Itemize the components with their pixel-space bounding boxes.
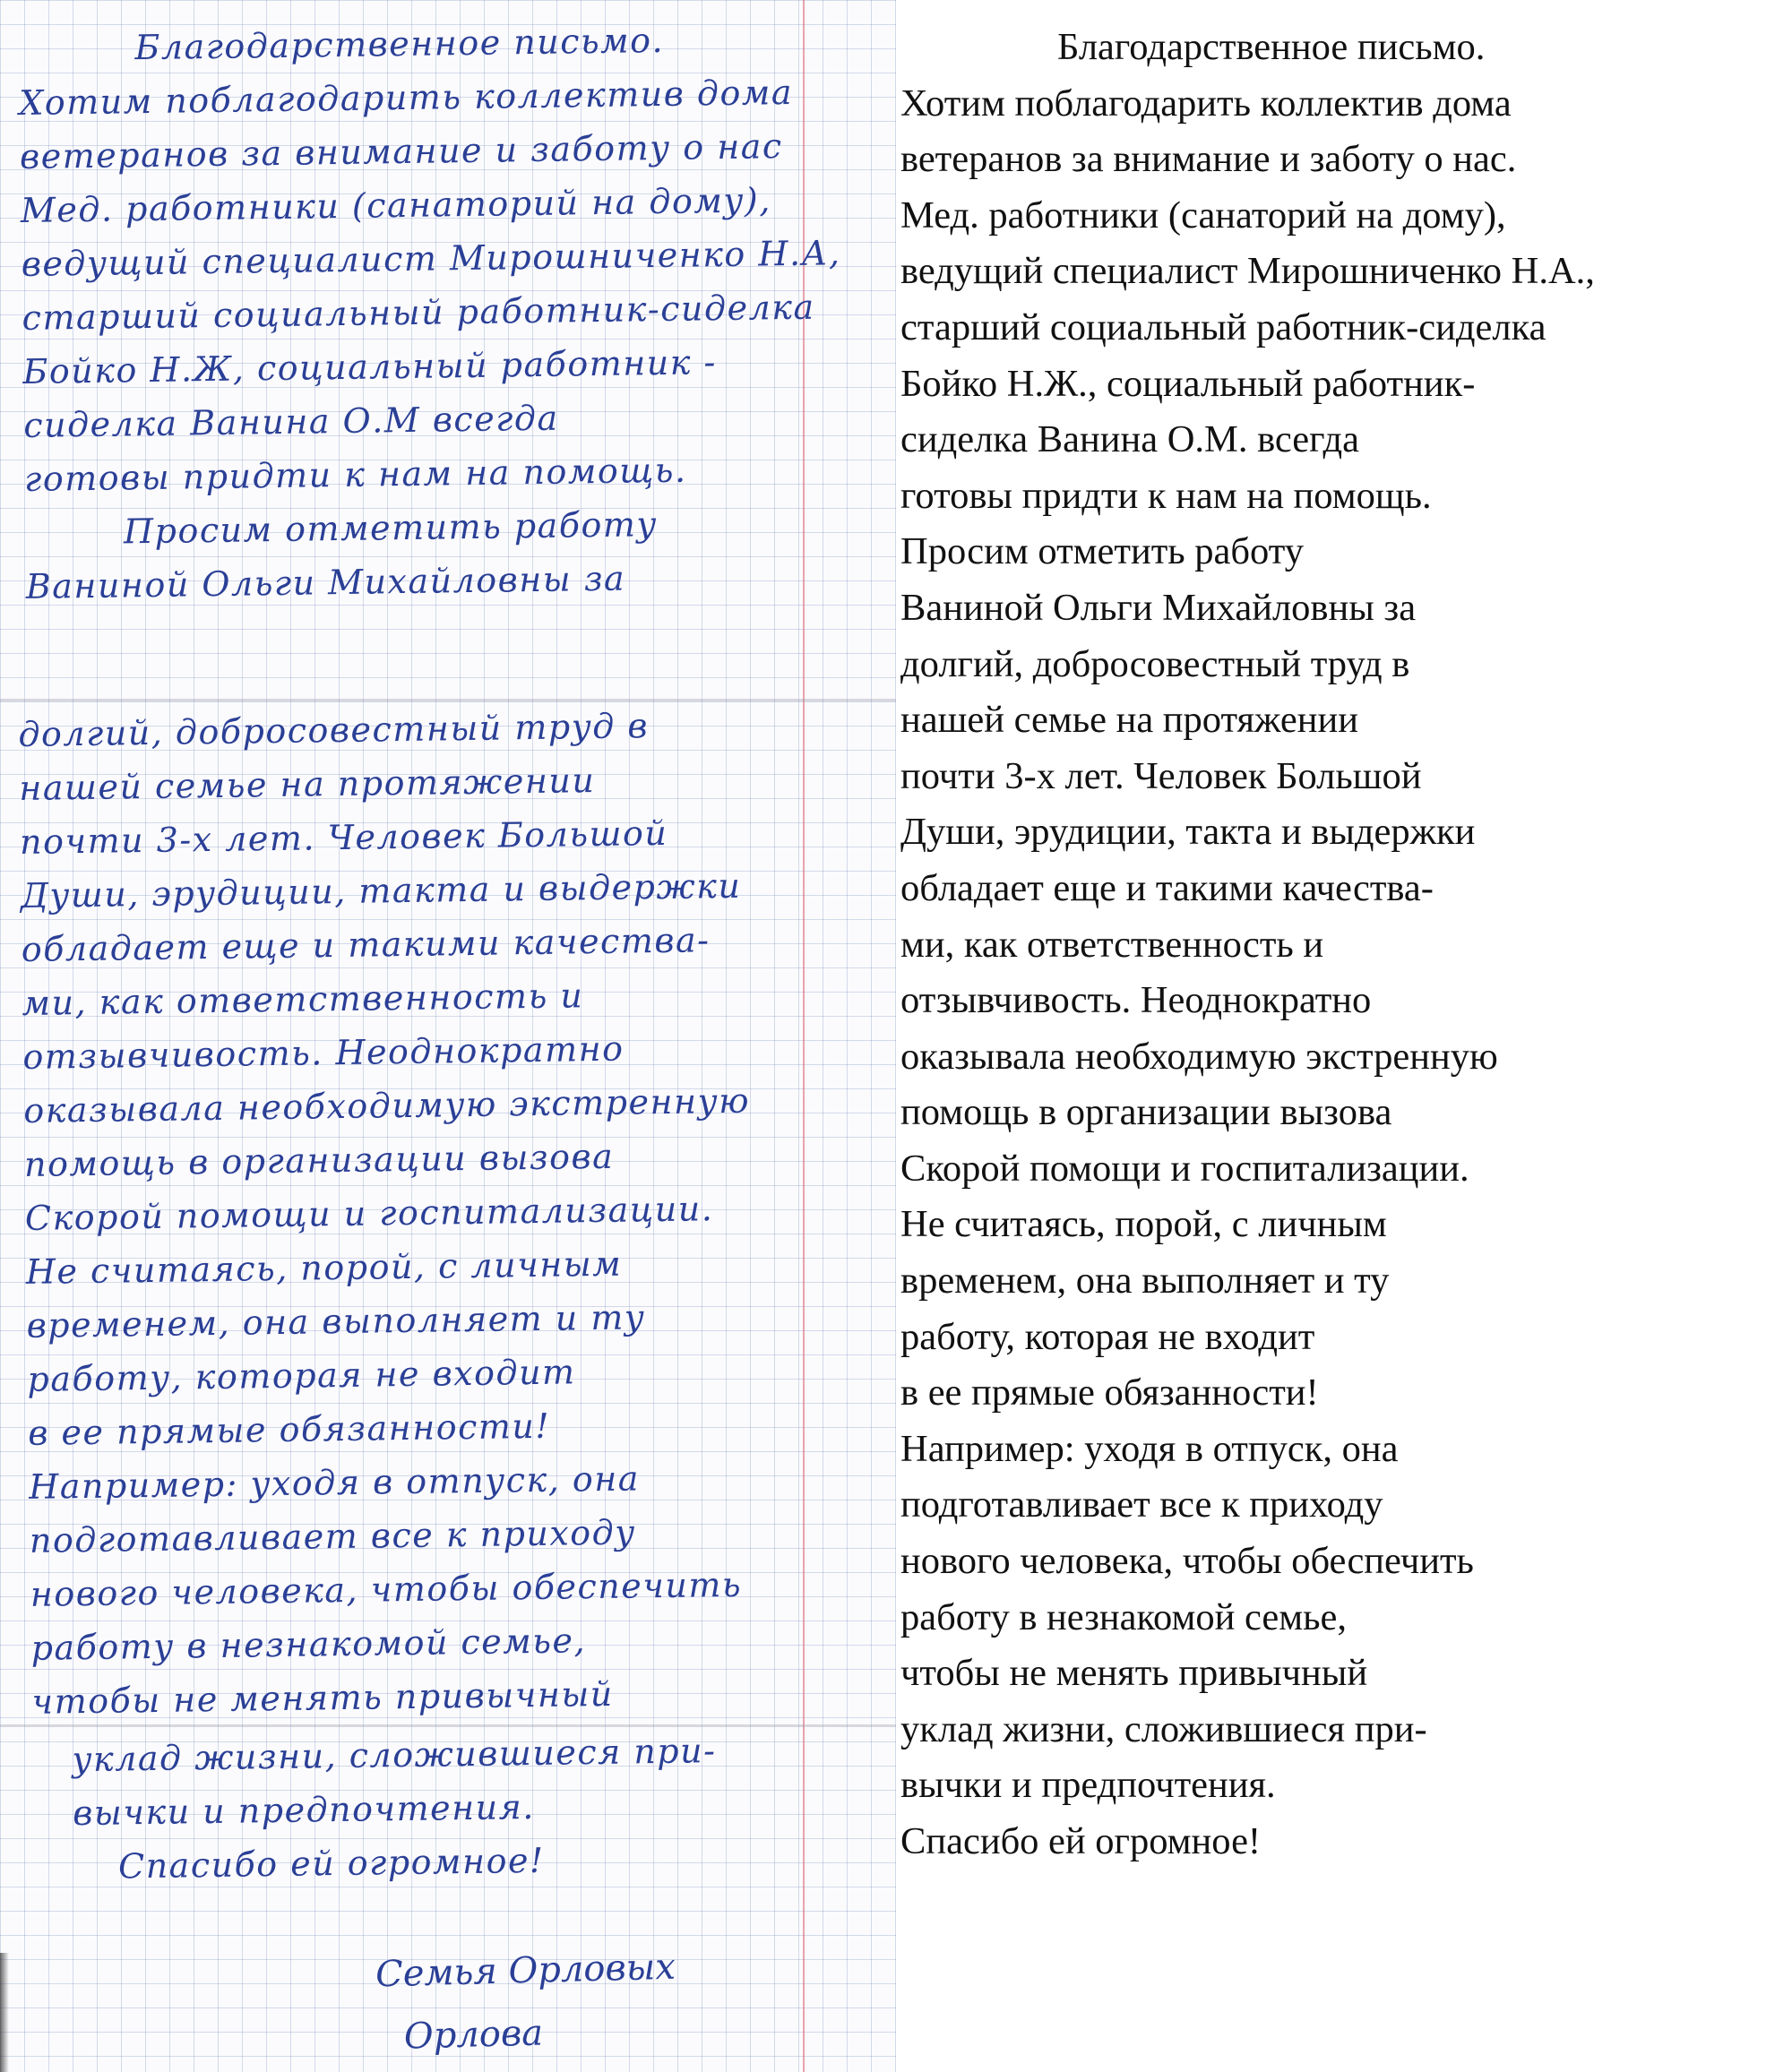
handwritten-title: Благодарственное письмо.: [134, 20, 665, 68]
typed-line: вычки и предпочтения.: [900, 1764, 1276, 1807]
typed-line: отзывчивость. Неоднократно: [900, 979, 1372, 1022]
handwritten-line: Души, эрудиции, такта и выдержки: [20, 865, 742, 916]
handwritten-line: помощь в организации вызова: [23, 1136, 615, 1184]
handwritten-line: Например: уходя в отпуск, она: [28, 1458, 641, 1507]
handwritten-line: нового человека, чтобы обеспечить: [30, 1564, 743, 1614]
signature-mark: Орлова: [403, 2012, 544, 2058]
typed-line: Бойко Н.Ж., социальный работник-: [900, 362, 1476, 405]
typed-line: ведущий специалист Мирошниченко Н.А.,: [900, 250, 1595, 293]
handwritten-line: оказывала необходимую экстренную: [22, 1080, 751, 1131]
handwritten-line: отзывчивость. Неоднократно: [22, 1028, 625, 1077]
handwritten-line: долгий, добросовестный труд в: [18, 706, 650, 754]
handwritten-line: временем, она выполняет и ту: [26, 1297, 646, 1346]
typed-line: чтобы не менять привычный: [900, 1652, 1368, 1695]
typed-line: почти 3-х лет. Человек Большой: [900, 754, 1422, 797]
handwritten-line: уклад жизни, сложившиеся при-: [72, 1731, 717, 1780]
typed-line: Например: уходя в отпуск, она: [900, 1427, 1399, 1470]
typed-transcription: [900, 20, 1788, 1870]
scan-edge-shadow: [0, 1953, 9, 2072]
handwritten-line: в ее прямые обязанности!: [28, 1406, 551, 1453]
handwritten-signature: [375, 1936, 677, 2069]
typed-line: помощь в организации вызова: [900, 1091, 1392, 1134]
typed-line: уклад жизни, сложившиеся при-: [900, 1707, 1427, 1750]
handwritten-line: подготавливает все к приходу: [29, 1512, 637, 1560]
handwritten-line: ми, как ответственность и: [22, 976, 584, 1023]
typed-line: долгий, добросовестный труд в: [900, 642, 1410, 685]
handwritten-block-middle: [18, 696, 892, 1729]
handwritten-line: почти 3-х лет. Человек Большой: [19, 812, 668, 862]
typed-line: сиделка Ванина О.М. всегда: [900, 418, 1359, 461]
handwritten-line: обладает еще и такими качества-: [21, 920, 711, 969]
typed-line: Спасибо ей огромное!: [900, 1820, 1262, 1862]
typed-line: Мед. работники (санаторий на дому),: [900, 193, 1506, 236]
typed-line: работу, которая не входит: [900, 1315, 1315, 1358]
handwritten-line: чтобы не менять привычный: [31, 1673, 615, 1722]
handwritten-line: сиделка Ванина О.М всегда: [22, 398, 559, 445]
handwritten-block-top: [18, 11, 886, 614]
handwritten-line: старший социальный работник-сиделка: [22, 287, 815, 338]
typed-line: старший социальный работник-сиделка: [900, 305, 1546, 348]
typed-line: ветеранов за внимание и заботу о нас.: [900, 138, 1517, 181]
typed-line: Хотим поблагодарить коллектив дома: [900, 82, 1512, 125]
handwritten-line: ветеранов за внимание и заботу о нас: [19, 126, 783, 176]
signature-family-name: Семья Орловых: [375, 1946, 676, 1996]
handwritten-line: нашей семье на протяжении: [18, 761, 596, 808]
typed-title: Благодарственное письмо.: [1057, 26, 1486, 68]
handwritten-line: Скорой помощи и госпитализации.: [24, 1189, 714, 1238]
typed-line: Ваниной Ольги Михайловны за: [900, 586, 1417, 629]
handwritten-line: готовы придти к нам на помощь.: [23, 450, 687, 499]
handwritten-line: работу, которая не входит: [27, 1352, 576, 1399]
typed-line: нашей семье на протяжении: [900, 699, 1358, 742]
handwritten-line: Ваниной Ольги Михайловны за: [25, 558, 626, 606]
typed-line: Не считаясь, порой, с личным: [900, 1203, 1387, 1246]
typed-line: готовы придти к нам на помощь.: [900, 474, 1432, 517]
handwritten-line: работу в незнакомой семье,: [30, 1621, 587, 1668]
typed-line: оказывала необходимую экстренную: [900, 1035, 1498, 1078]
typed-line: в ее прямые обязанности!: [900, 1371, 1319, 1414]
typed-line: нового человека, чтобы обеспечить: [900, 1540, 1474, 1583]
typed-line: ми, как ответственность и: [900, 923, 1324, 966]
typed-line: подготавливает все к приходу: [900, 1483, 1383, 1526]
handwritten-line: вычки и предпочтения.: [72, 1786, 536, 1834]
handwritten-line: Мед. работники (санаторий на дому),: [20, 180, 772, 230]
handwritten-line: Спасибо ей огромное!: [117, 1840, 545, 1887]
handwritten-line: Просим отметить работу: [123, 504, 659, 552]
handwritten-block-bottom: [18, 1722, 880, 1895]
handwritten-line: Не считаясь, порой, с личным: [25, 1243, 623, 1292]
typed-line: временем, она выполняет и ту: [900, 1260, 1390, 1303]
typed-line: обладает еще и такими качества-: [900, 866, 1434, 909]
handwritten-line: Бойко Н.Ж, социальный работник -: [22, 342, 718, 391]
typed-line: Души, эрудиции, такта и выдержки: [900, 811, 1476, 854]
typed-line: Скорой помощи и госпитализации.: [900, 1147, 1469, 1190]
typed-line: Просим отметить работу: [900, 530, 1304, 573]
typed-line: работу в незнакомой семье,: [900, 1595, 1347, 1638]
handwritten-line: ведущий специалист Мирошниченко Н.А,: [21, 233, 841, 284]
handwritten-line: Хотим поблагодарить коллектив дома: [18, 72, 794, 123]
